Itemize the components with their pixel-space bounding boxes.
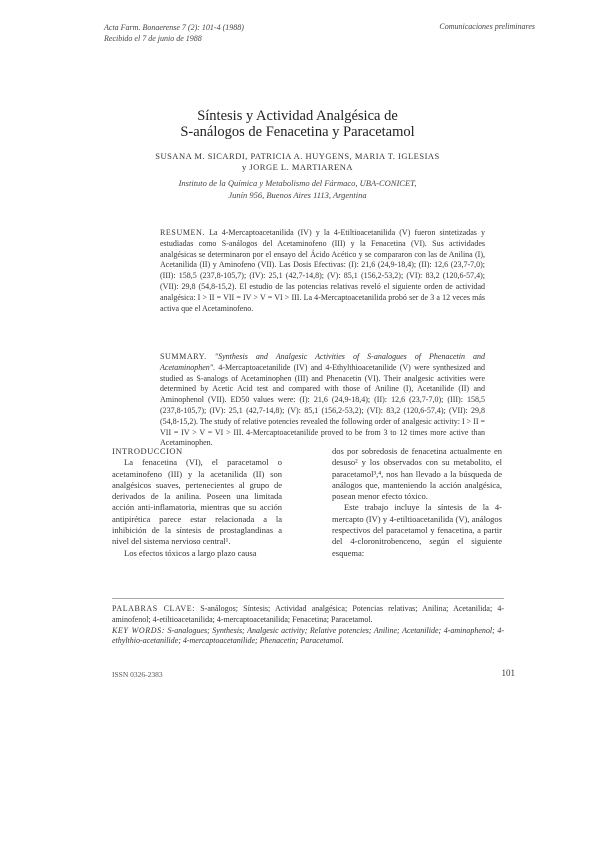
intro-right-paragraph-1: dos por sobredosis de fenacetina actualmente en desuso² y los observados con su metabolito, el paracetamol³,⁴, nos han llevado a la búsqueda de análogos que, manteniendo la acción analgésica, posean menor efecto tóxico. [332,446,502,502]
intro-right-paragraph-2: Este trabajo incluye la síntesis de la 4-mercapto (IV) y 4-etiltioacetanilida (V), análogos respectivos del paracetamol y fenacetina, a partir del 4-cloronitrobenceno, según el siguiente esquema: [332,502,502,558]
intro-heading: INTRODUCCION [112,446,183,456]
keywords-es-text: S-análogos; Síntesis; Actividad analgésica; Potencias relativas; Anilina; Acetanilida; 4-aminofenol; 4-etiltioacetanilida; 4-mercaptoacetanilida; Fenacetina; Paracetamol. [112,604,504,624]
issn: ISSN 0326-2383 [112,670,163,679]
intro-left-column [112,446,282,559]
section-label: Comunicaciones preliminares [439,22,535,31]
affiliation-line-1: Instituto de la Química y Metabolismo del Fármaco, UBA-CONICET, [178,178,417,188]
keywords-divider [112,598,504,599]
intro-left-paragraph-2: Los efectos tóxicos a largo plazo causa [124,547,257,558]
title-line-2: S-análogos de Fenacetina y Paracetamol [180,124,415,140]
resumen-text: La 4-Mercaptoacetanilida (IV) y la 4-Etiltioacetanilida (V) fueron sintetizadas y estudiadas como S-análogos del Acetaminofeno (III) y la Fenacetina (VI). Sus actividades analgésicas se determinaron por el ensayo del Ácido Acético y se compararon con las de Anilina (I), Acetanilida (II) y Aminofeno (VII). Las Dosis Efectivas: (I): 21,6 (24,9-18,4); (II): 12,6 (23,7-7,0); (III): 158,5 (237,8-105,7); (IV): 25,1 (42,7-14,8); (V): 85,1 (156,2-53,2); (VI): 83,2 (120,6-57,4); (VII): 29,8 (54,8-15,2). El estudio de las potencias relativas reveló el siguiente orden de actividad analgésica: I > II = VII = IV > V = VI > III. La 4-Mercaptoacetanilida probó ser de 3 a 12 veces más activa que el Acetaminofeno. [160,228,485,313]
page-number: 101 [501,668,515,678]
journal-header [104,22,244,44]
summary-label: SUMMARY. [160,352,207,361]
authors-line-1: SUSANA M. SICARDI, PATRICIA A. HUYGENS, MARIA T. IGLESIAS [155,151,440,161]
received-date: Recibido el 7 de junio de 1988 [104,34,202,43]
summary-text: 4-Mercaptoacetanilide (IV) and 4-Ethylthioacetanilide (V) were synthesized and studied as S-analogs of Acetaminophen (III) and Phenacetin (VI). Their analgesic activities were determined by Acetic Acid test and compared with those of Aniline (I), Acetanilide (II) and Aminophenol (VII). ED50 values were: (I): 21,6 (24,9-18,4); (II): 12,6 (23,7-7,0); (III): 158,5 (237,8-105,7); (IV): 25,1 (42,7-14,8); (V): 85,1 (156,2-53,2); (VI): 83,2 (120,6-57,4); (VII): 29,8 (54,8-15,2). The study of relative potencies revealed the following order of analgesic activity: I > II = VII = IV > V = VI > III. 4-Mercaptoacetanilide proved to be from 3 to 12 times more active than Acetaminophen. [160,362,486,448]
resumen-block [160,228,485,314]
keywords-en-label: KEY WORDS: [112,625,165,635]
keywords-es-label: PALABRAS CLAVE: [112,604,196,613]
authors [0,151,595,173]
paper-title [0,108,595,140]
authors-line-2: y JORGE L. MARTIARENA [241,162,354,172]
summary-title: "Synthesis and Analgesic Activities of S-analogues of Phenacetin and Acetaminophen". [160,352,486,372]
intro-right-column [332,446,502,559]
keywords-block [112,604,504,647]
title-line-1: Síntesis y Actividad Analgésica de [197,108,398,124]
journal-citation: Acta Farm. Bonaerense 7 (2): 101-4 (1988) [104,23,244,32]
intro-left-paragraph-1: La fenacetina (VI), el paracetamol o acetaminofeno (III) y la acetanilida (II) son analgésicos suaves, pertenecientes al grupo de derivados de la anilina. Poseen una limitada acción anti-inflamatoria, mientras que su acción antipirética parece estar relacionada a la inhibición de la síntesis de prostaglandinas a nivel del sistema nervioso central¹. [112,457,282,547]
affiliation-line-2: Junín 956, Buenos Aires 1113, Argentina [228,189,367,200]
affiliation [0,178,595,201]
resumen-label: RESUMEN. [160,228,206,237]
summary-block [160,352,485,449]
keywords-en-text: S-analogues; Synthesis; Analgesic activity; Relative potencies; Aniline; Acetanilide; 4-aminophenol; 4-ethylthio-acetanilide; 4-mercaptoacetanilide; Phenacetin; Paracetamol. [112,625,505,646]
